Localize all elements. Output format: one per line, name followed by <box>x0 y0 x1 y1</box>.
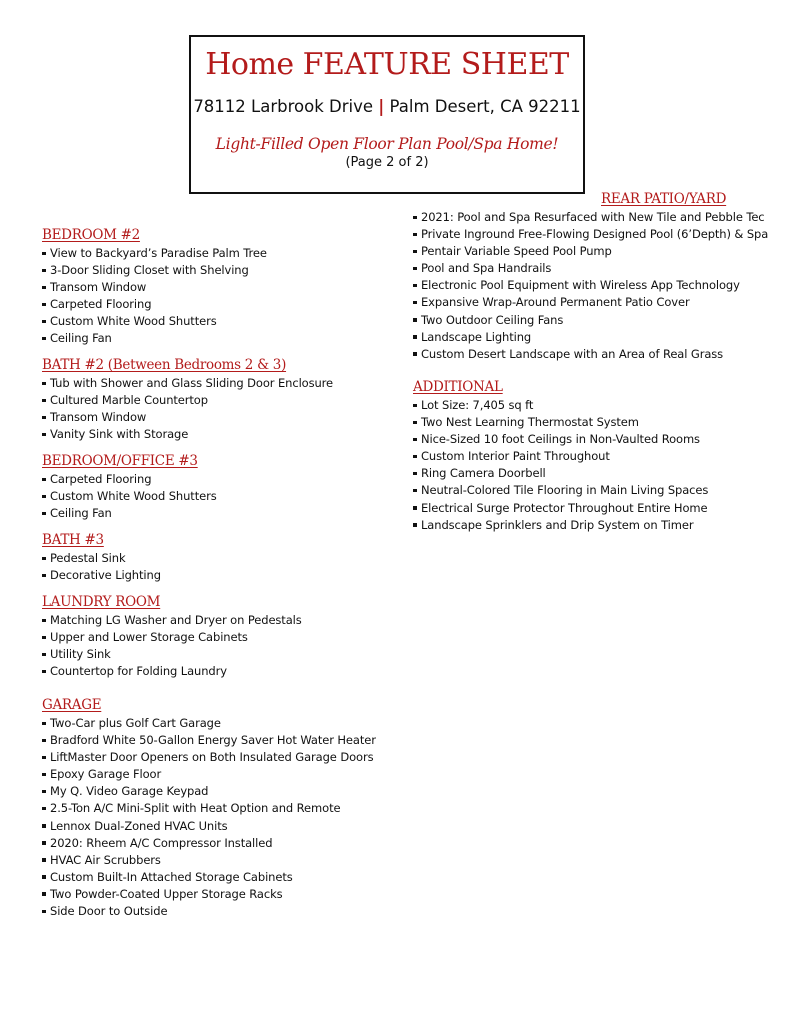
tagline: Light-Filled Open Floor Plan Pool/Spa Home! <box>215 135 559 153</box>
section-title: BEDROOM #2 <box>42 227 140 243</box>
section-rear-patio-yard <box>413 190 768 363</box>
list-item: My Q. Video Garage Keypad <box>42 783 376 800</box>
section-laundry-room <box>42 593 302 680</box>
list-item: Landscape Sprinklers and Drip System on Timer <box>413 517 708 534</box>
page-title: Home FEATURE SHEET <box>205 47 569 82</box>
section-title: BEDROOM/OFFICE #3 <box>42 453 198 469</box>
section-title: ADDITIONAL <box>413 379 503 395</box>
list-item: Decorative Lighting <box>42 567 161 584</box>
section-garage <box>42 696 376 920</box>
list-item: Pool and Spa Handrails <box>413 260 768 277</box>
section-title: BATH #2 (Between Bedrooms 2 & 3) <box>42 357 287 373</box>
list-item: LiftMaster Door Openers on Both Insulated Garage Doors <box>42 749 376 766</box>
list-item: Transom Window <box>42 279 267 296</box>
address-city: Palm Desert, CA 92211 <box>389 97 581 116</box>
list-item: Tub with Shower and Glass Sliding Door Enclosure <box>42 375 333 392</box>
list-item: View to Backyard’s Paradise Palm Tree <box>42 245 267 262</box>
section-title: BATH #3 <box>42 532 104 548</box>
list-item: HVAC Air Scrubbers <box>42 852 376 869</box>
list-item: Epoxy Garage Floor <box>42 766 376 783</box>
list-item: Ceiling Fan <box>42 505 217 522</box>
list-item: Custom White Wood Shutters <box>42 488 217 505</box>
section-title: LAUNDRY ROOM <box>42 594 161 610</box>
list-item: 2.5-Ton A/C Mini-Split with Heat Option and Remote <box>42 800 376 817</box>
feature-list <box>42 612 302 680</box>
list-item: 2021: Pool and Spa Resurfaced with New Tile and Pebble Tec <box>413 209 768 226</box>
list-item: Lot Size: 7,405 sq ft <box>413 397 708 414</box>
feature-list <box>42 715 376 920</box>
list-item: Countertop for Folding Laundry <box>42 663 302 680</box>
feature-list <box>413 397 708 534</box>
list-item: Custom Built-In Attached Storage Cabinets <box>42 869 376 886</box>
page-number-note: (Page 2 of 2) <box>345 155 429 170</box>
list-item: Pentair Variable Speed Pool Pump <box>413 243 768 260</box>
list-item: 3-Door Sliding Closet with Shelving <box>42 262 267 279</box>
feature-list <box>413 209 768 363</box>
feature-list <box>42 550 161 584</box>
header-box <box>189 35 585 194</box>
list-item: Side Door to Outside <box>42 903 376 920</box>
section-additional <box>413 378 708 534</box>
section-bedroom-2 <box>42 226 267 348</box>
list-item: 2020: Rheem A/C Compressor Installed <box>42 835 376 852</box>
list-item: Neutral-Colored Tile Flooring in Main Living Spaces <box>413 482 708 499</box>
list-item: Ceiling Fan <box>42 330 267 347</box>
feature-list <box>42 375 333 443</box>
list-item: Electrical Surge Protector Throughout Entire Home <box>413 500 708 517</box>
list-item: Carpeted Flooring <box>42 296 267 313</box>
list-item: Custom White Wood Shutters <box>42 313 267 330</box>
list-item: Custom Desert Landscape with an Area of Real Grass <box>413 346 768 363</box>
list-item: Expansive Wrap-Around Permanent Patio Cover <box>413 294 768 311</box>
list-item: Electronic Pool Equipment with Wireless App Technology <box>413 277 768 294</box>
section-bath-3 <box>42 531 161 584</box>
list-item: Two Outdoor Ceiling Fans <box>413 312 768 329</box>
section-title: REAR PATIO/YARD <box>601 191 727 207</box>
list-item: Vanity Sink with Storage <box>42 426 333 443</box>
list-item: Nice-Sized 10 foot Ceilings in Non-Vaulted Rooms <box>413 431 708 448</box>
feature-list <box>42 245 267 348</box>
list-item: Cultured Marble Countertop <box>42 392 333 409</box>
list-item: Custom Interior Paint Throughout <box>413 448 708 465</box>
list-item: Pedestal Sink <box>42 550 161 567</box>
list-item: Lennox Dual-Zoned HVAC Units <box>42 818 376 835</box>
list-item: Private Inground Free-Flowing Designed Pool (6’Depth) & Spa <box>413 226 768 243</box>
feature-list <box>42 471 217 522</box>
list-item: Matching LG Washer and Dryer on Pedestals <box>42 612 302 629</box>
list-item: Upper and Lower Storage Cabinets <box>42 629 302 646</box>
section-bedroom-office-3 <box>42 452 217 522</box>
list-item: Carpeted Flooring <box>42 471 217 488</box>
address-separator: | <box>378 97 385 116</box>
list-item: Two-Car plus Golf Cart Garage <box>42 715 376 732</box>
list-item: Two Nest Learning Thermostat System <box>413 414 708 431</box>
list-item: Landscape Lighting <box>413 329 768 346</box>
list-item: Two Powder-Coated Upper Storage Racks <box>42 886 376 903</box>
list-item: Ring Camera Doorbell <box>413 465 708 482</box>
address-street: 78112 Larbrook Drive <box>193 97 374 116</box>
section-bath-2 <box>42 356 333 443</box>
section-title: GARAGE <box>42 697 102 713</box>
list-item: Utility Sink <box>42 646 302 663</box>
property-address <box>191 97 583 116</box>
list-item: Bradford White 50-Gallon Energy Saver Hot Water Heater <box>42 732 376 749</box>
list-item: Transom Window <box>42 409 333 426</box>
